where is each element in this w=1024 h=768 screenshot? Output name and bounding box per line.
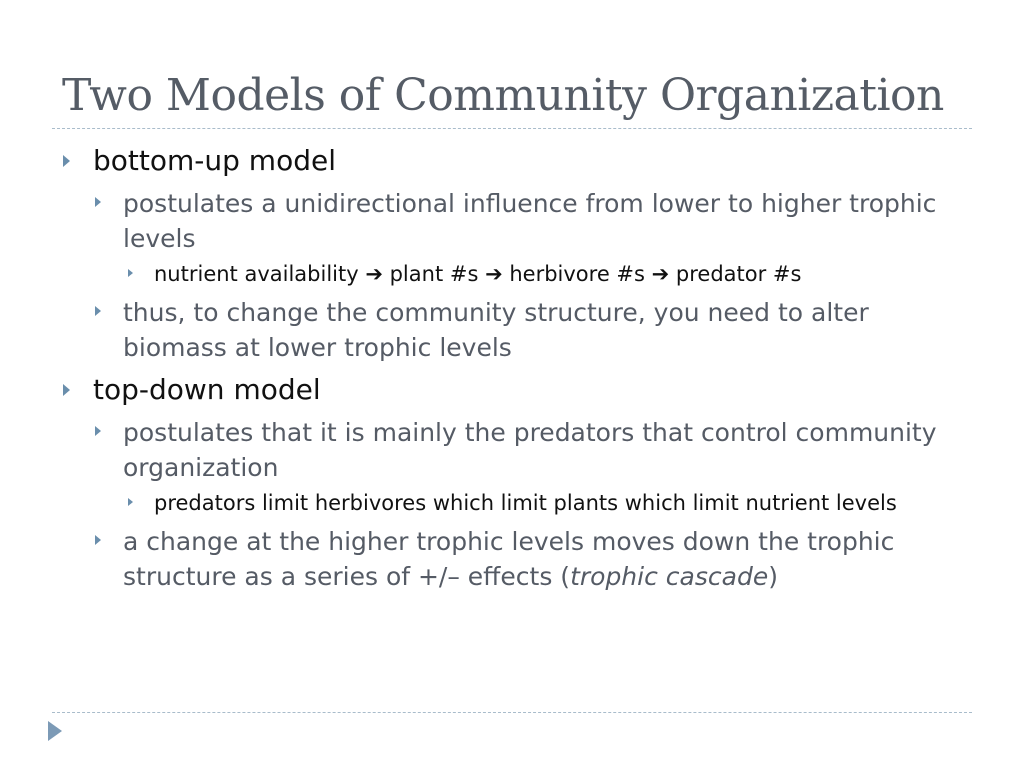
slide-title: Two Models of Community Organization <box>62 70 944 121</box>
list-item-level1 <box>60 371 960 409</box>
play-triangle-icon[interactable] <box>48 721 62 741</box>
bullet-text: top-down model <box>93 373 321 406</box>
footer-divider <box>52 712 972 713</box>
bullet-text: thus, to change the community structure, you need to alter biomass at lower trophic levels <box>123 298 869 362</box>
bullet-text-prefix: a change at the higher trophic levels moves down the trophic structure as a series of +/– effects ( <box>123 527 895 591</box>
triangle-right-icon <box>128 269 133 277</box>
list-item-level2 <box>60 295 960 365</box>
bullet-text: bottom-up model <box>93 144 336 177</box>
triangle-right-icon <box>128 498 133 506</box>
bullet-list <box>60 142 960 594</box>
list-item-level3 <box>60 489 960 518</box>
list-item-level2 <box>60 524 960 594</box>
triangle-right-icon <box>95 197 101 207</box>
bullet-text: nutrient availability ➔ plant #s ➔ herbivore #s ➔ predator #s <box>154 262 802 286</box>
list-item-level2 <box>60 415 960 485</box>
bullet-text: postulates that it is mainly the predators that control community organization <box>123 418 937 482</box>
bullet-text-suffix: ) <box>768 562 778 591</box>
bullet-text: predators limit herbivores which limit plants which limit nutrient levels <box>154 491 897 515</box>
triangle-right-icon <box>63 384 70 396</box>
list-item-level2 <box>60 186 960 256</box>
list-item-level1 <box>60 142 960 180</box>
triangle-right-icon <box>95 306 101 316</box>
list-item-level3 <box>60 260 960 289</box>
title-divider <box>52 128 972 129</box>
bullet-text: postulates a unidirectional influence from lower to higher trophic levels <box>123 189 937 253</box>
triangle-right-icon <box>95 535 101 545</box>
triangle-right-icon <box>63 155 70 167</box>
bullet-text-italic: trophic cascade <box>570 562 769 591</box>
triangle-right-icon <box>95 426 101 436</box>
